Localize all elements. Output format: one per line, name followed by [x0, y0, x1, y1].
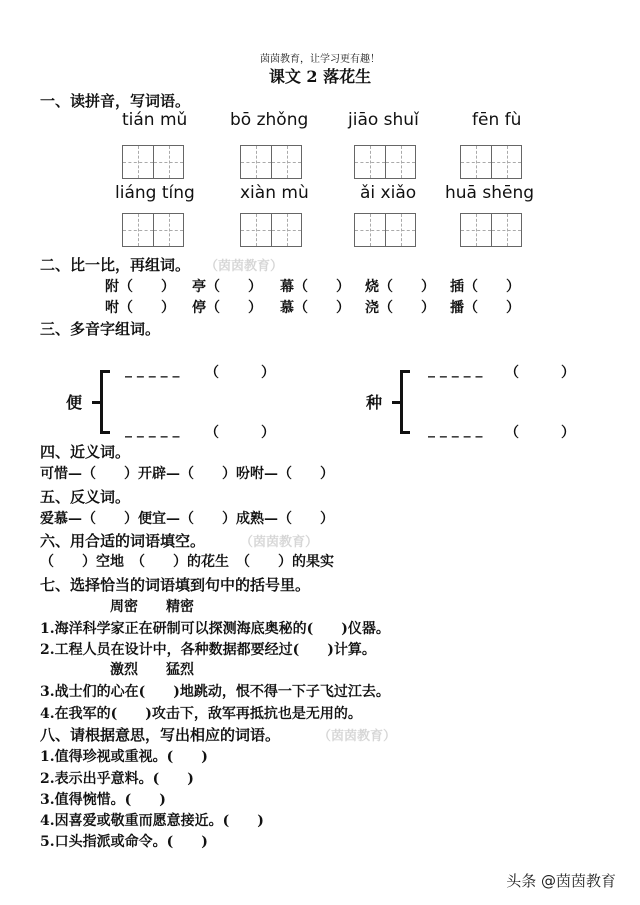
writing-box-2[interactable]: [240, 145, 302, 179]
writing-box-1[interactable]: [122, 145, 184, 179]
paren-blank: （ ）: [205, 365, 275, 381]
pinyin-3: jiāo shuǐ: [348, 110, 419, 130]
writing-box-6[interactable]: [240, 213, 302, 247]
question-item: 2.工程人员在设计中，各种数据都要经过( )计算。: [40, 642, 376, 658]
compare-item: 播（ ）: [450, 300, 520, 316]
brace-left: [92, 370, 106, 434]
question-item: 2.表示出乎意料。( ): [40, 771, 194, 787]
paren-blank: （ ）: [505, 425, 575, 441]
watermark: （茵茵教育）: [205, 259, 284, 274]
section7-heading: 七、选择恰当的词语填到句中的括号里。: [40, 576, 311, 594]
question-item: 4.在我军的( )攻击下，敌军再抵抗也是无用的。: [40, 706, 362, 722]
pinyin-4: fēn fù: [472, 110, 522, 130]
page-tagline: 茵茵教育，让学习更有趣！: [260, 54, 380, 65]
pinyin-8: huā shēng: [445, 183, 535, 203]
pinyin-2: bō zhǒng: [230, 110, 309, 130]
antonym-line: 爱慕—（ ）便宜—（ ）成熟—（ ）: [40, 511, 334, 527]
writing-box-5[interactable]: [122, 213, 184, 247]
compare-item: 慕（ ）: [280, 300, 350, 316]
paren-blank: （ ）: [205, 425, 275, 441]
writing-box-3[interactable]: [354, 145, 416, 179]
synonym-line: 可惜—（ ）开辟—（ ）吩咐—（ ）: [40, 466, 334, 482]
footer-credit: 头条 @茵茵教育: [506, 872, 616, 890]
fill-line: （ ）空地 （ ）的花生 （ ）的果实: [40, 554, 334, 570]
blank-line: _ _ _ _ _: [428, 362, 483, 378]
section8-heading: 八、请根据意思，写出相应的词语。: [40, 726, 281, 744]
section2-heading: 二、比一比，再组词。: [40, 256, 191, 274]
question-item: 1.海洋科学家正在研制可以探测海底奥秘的( )仪器。: [40, 621, 390, 637]
word-choices: 激烈 猛烈: [110, 662, 194, 678]
section3-heading: 三、多音字组词。: [40, 320, 161, 338]
pinyin-1: tián mǔ: [122, 110, 188, 130]
compare-item: 咐（ ）: [105, 300, 175, 316]
page-title: 课文 2 落花生: [268, 67, 372, 86]
paren-blank: （ ）: [505, 365, 575, 381]
polyphonic-char-left: 便: [66, 393, 83, 412]
brace-right: [392, 370, 406, 434]
watermark: （茵茵教育）: [318, 729, 397, 744]
question-item: 3.值得惋惜。( ): [40, 792, 166, 808]
compare-item: 插（ ）: [450, 279, 520, 295]
compare-item: 烧（ ）: [365, 279, 435, 295]
question-item: 4.因喜爱或敬重而愿意接近。( ): [40, 813, 264, 829]
compare-item: 停（ ）: [192, 300, 262, 316]
question-item: 3.战士们的心在( )地跳动，恨不得一下子飞过江去。: [40, 684, 390, 700]
question-item: 5.口头指派或命令。( ): [40, 834, 208, 850]
word-choices: 周密 精密: [110, 599, 194, 615]
compare-item: 浇（ ）: [365, 300, 435, 316]
section4-heading: 四、近义词。: [40, 443, 131, 461]
watermark: （茵茵教育）: [240, 535, 319, 550]
writing-box-7[interactable]: [354, 213, 416, 247]
pinyin-7: ǎi xiǎo: [360, 183, 417, 203]
compare-item: 亭（ ）: [192, 279, 262, 295]
section5-heading: 五、反义词。: [40, 488, 131, 506]
pinyin-5: liáng tíng: [115, 183, 195, 203]
section6-heading: 六、用合适的词语填空。: [40, 532, 206, 550]
compare-item: 附（ ）: [105, 279, 175, 295]
blank-line: _ _ _ _ _: [125, 422, 180, 438]
compare-item: 幕（ ）: [280, 279, 350, 295]
blank-line: _ _ _ _ _: [125, 362, 180, 378]
section1-heading: 一、读拼音，写词语。: [40, 92, 191, 110]
pinyin-6: xiàn mù: [240, 183, 309, 203]
writing-box-8[interactable]: [460, 213, 522, 247]
polyphonic-char-right: 种: [366, 393, 383, 412]
writing-box-4[interactable]: [460, 145, 522, 179]
question-item: 1.值得珍视或重视。( ): [40, 749, 208, 765]
blank-line: _ _ _ _ _: [428, 422, 483, 438]
